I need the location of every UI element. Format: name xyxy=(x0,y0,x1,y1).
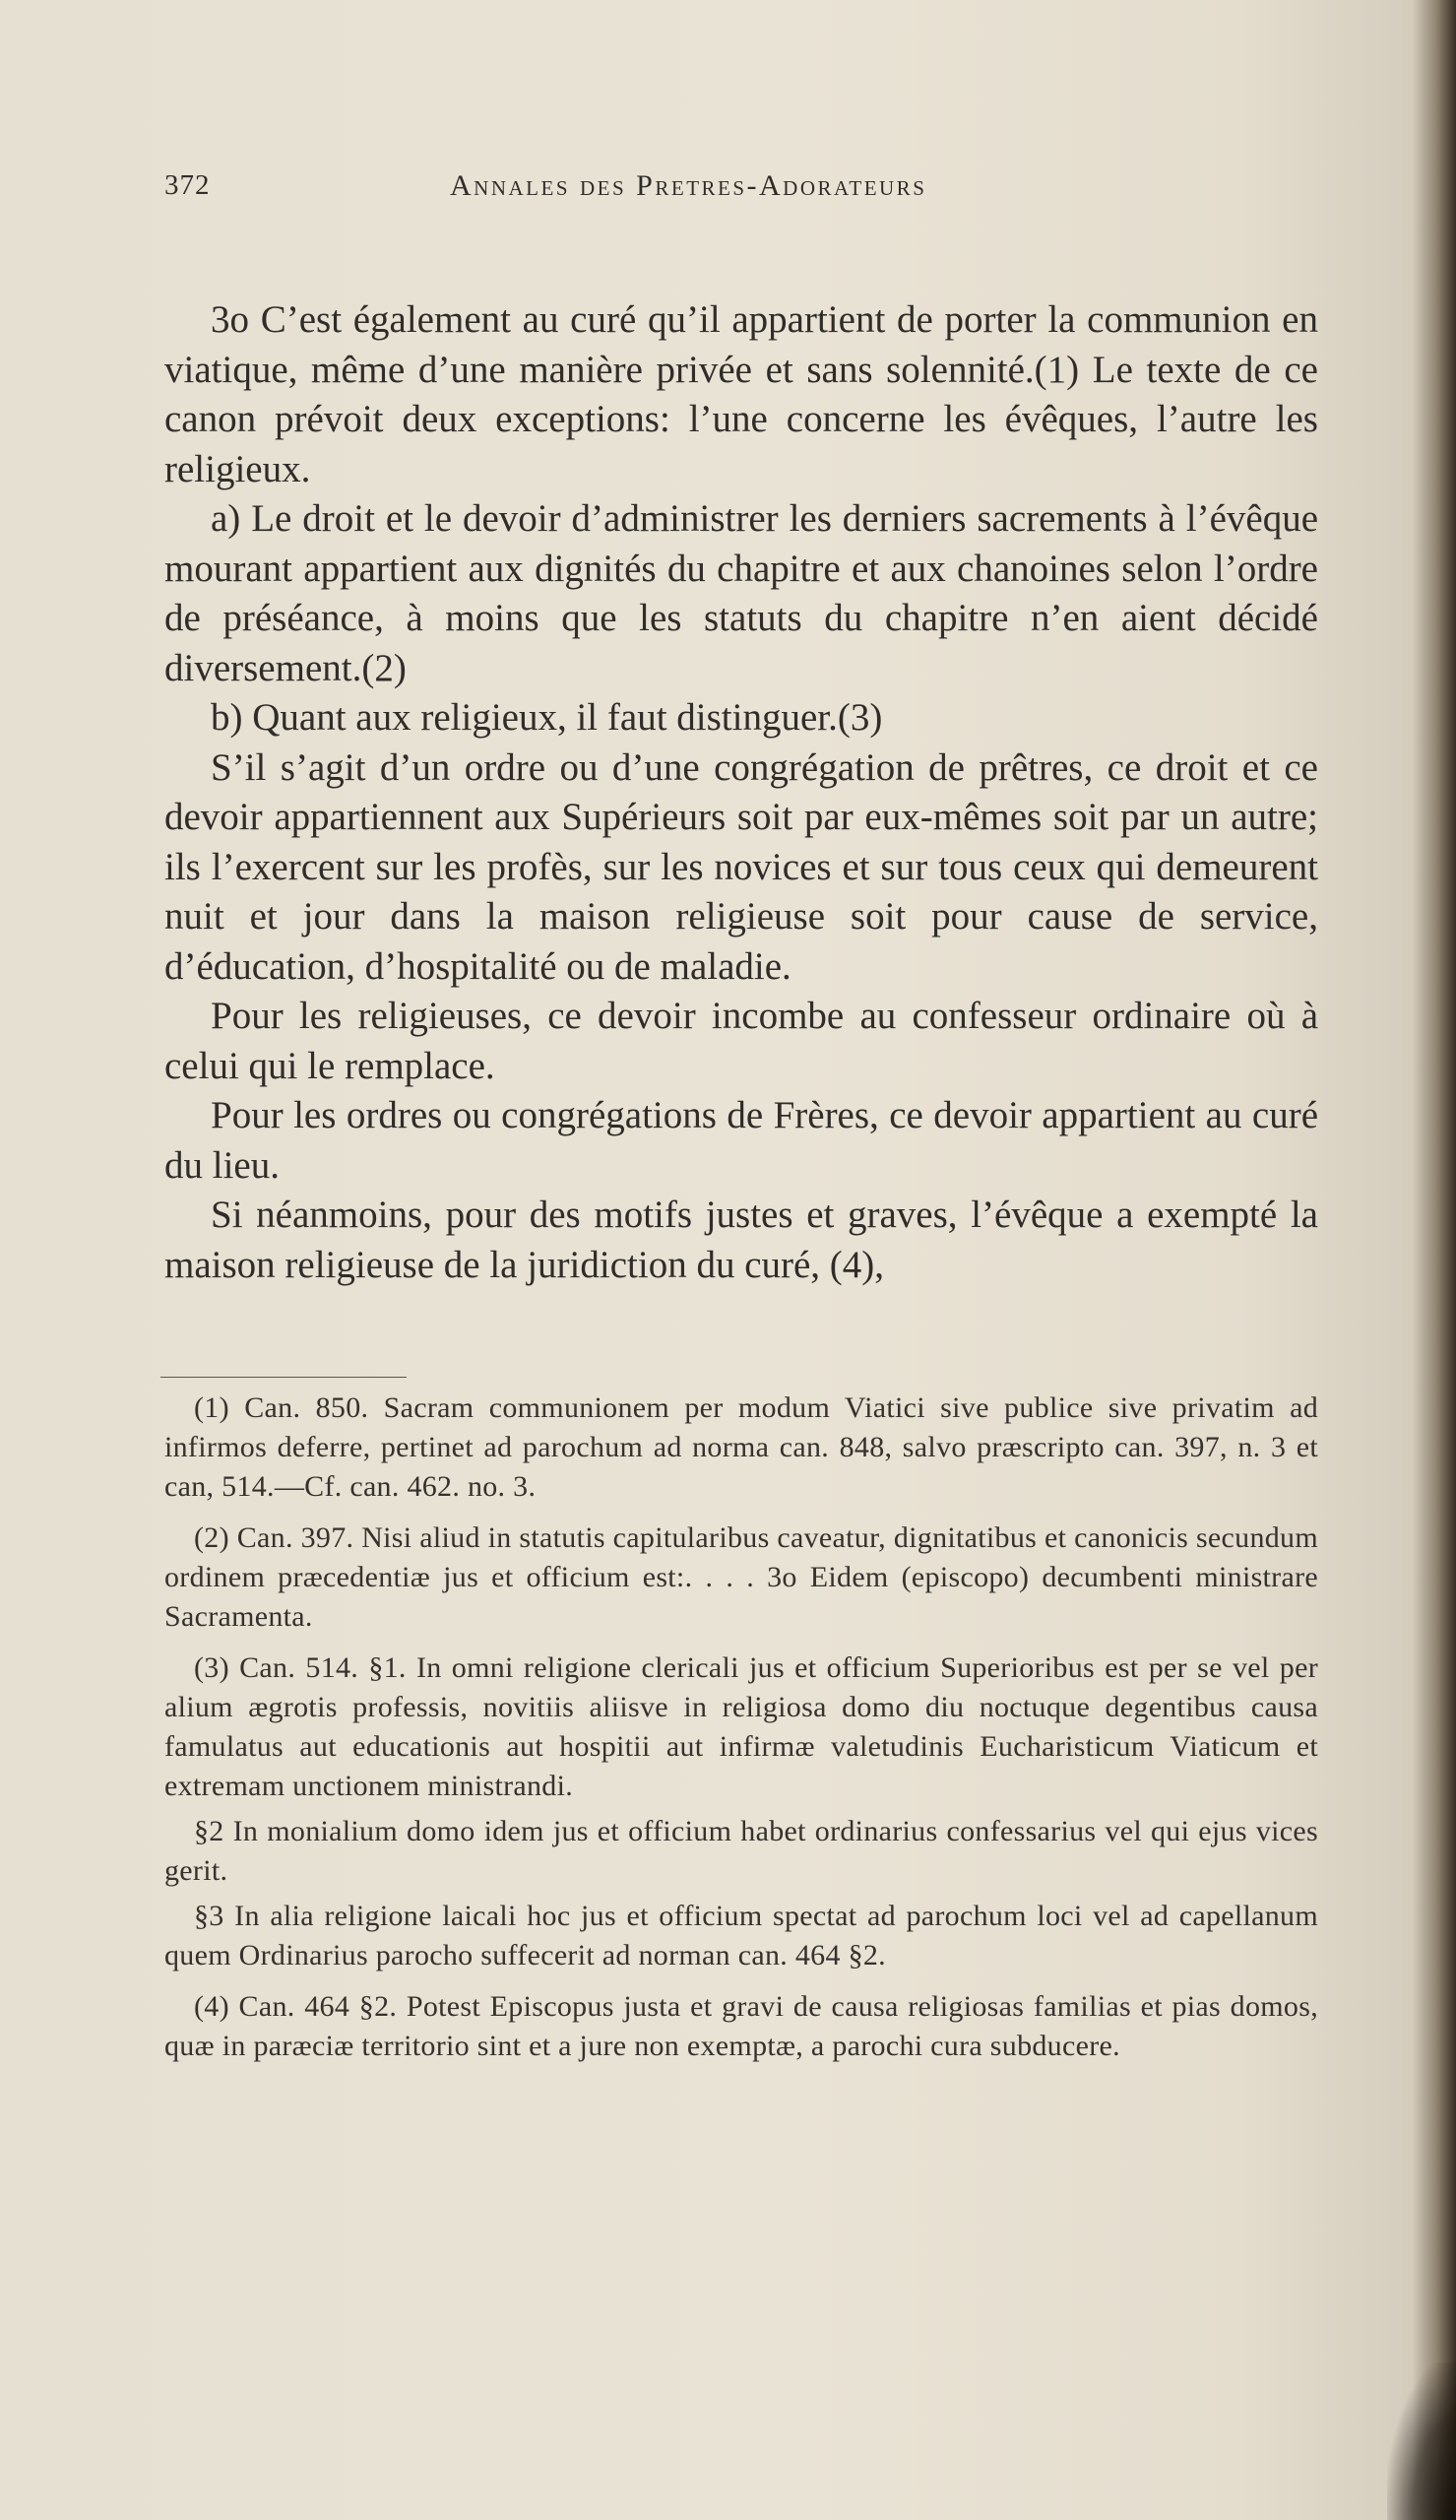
footnote-3: (3) Can. 514. §1. In omni religione clericali jus et officium Superioribus est per se vel per alium ægrotis professis, novitiis aliisve in religiosa domo diu noctuque degentibus causa famulatus aut educationis aut hospitii aut infirmæ valetudinis Eucharisticum Viaticum et extremam unctionem ministrandi. xyxy=(164,1651,1318,1802)
paragraph-exception-religieux: b) Quant aux religieux, il faut distinguer.(3) xyxy=(211,696,883,739)
footnote-4: (4) Can. 464 §2. Potest Episcopus justa et gravi de causa religiosas familias et pias domos, quæ in paræciæ territorio sint et a jure non exemptæ, a parochi cura subducere. xyxy=(164,1990,1318,2062)
footnote-1: (1) Can. 850. Sacram communionem per modum Viatici sive publice sive privatim ad infirmos deferre, pertinet ad parochum ad norma can. 848, salvo præscripto can. 397, n. 3 et can, 514.—Cf. can. 462. no. 3. xyxy=(164,1391,1318,1503)
paragraph-curé-viatique: 3o C’est également au curé qu’il appartient de porter la communion en viatique, même d’une manière privée et sans solennité.(1) Le texte de ce canon prévoit deux exceptions: l’une concerne les évêques, l’autre les religieux. xyxy=(164,298,1318,490)
page-number: 372 xyxy=(164,169,211,201)
page-edge-shadow xyxy=(1413,0,1456,2520)
footnote-3-section-2: §2 In monialium domo idem jus et officium habet ordinarius confessarius vel qui ejus vices gerit. xyxy=(164,1815,1318,1887)
page-corner-shadow xyxy=(1387,2362,1456,2520)
footnote-3-section-3: §3 In alia religione laicali hoc jus et officium spectat ad parochum loci vel ad capellanum quem Ordinarius parocho suffecerit ad norman can. 464 §2. xyxy=(164,1900,1318,1971)
paragraph-freres: Pour les ordres ou congrégations de Frères, ce devoir appartient au curé du lieu. xyxy=(164,1094,1318,1187)
paragraph-ordre-pretres: S’il s’agit d’un ordre ou d’une congrégation de prêtres, ce droit et ce devoir appartiennent aux Supérieurs soit par eux-mêmes soit par un autre; ils l’exercent sur les profès, sur les novices et sur tous ceux qui demeurent nuit et jour dans la maison religieuse soit pour cause de service, d’éducation, d’hospitalité ou de maladie. xyxy=(164,745,1318,988)
paragraph-exemption: Si néanmoins, pour des motifs justes et graves, l’évêque a exempté la maison religieuse de la juridiction du curé, (4), xyxy=(164,1194,1318,1286)
footnote-divider xyxy=(160,1377,407,1378)
paragraph-religieuses: Pour les religieuses, ce devoir incombe au confesseur ordinaire où à celui qui le remplace. xyxy=(164,995,1318,1087)
footnotes xyxy=(164,1389,1318,2078)
footnote-2: (2) Can. 397. Nisi aliud in statutis capitularibus caveatur, dignitatibus et canonicis secundum ordinem præcedentiæ jus et officium est:. . . . 3o Eidem (episcopo) decumbenti ministrare Sacramenta. xyxy=(164,1521,1318,1633)
running-title: Annales des Pretres-Adorateurs xyxy=(450,169,927,202)
main-text xyxy=(164,295,1318,1290)
page-header xyxy=(164,169,1316,209)
paragraph-exception-eveque: a) Le droit et le devoir d’administrer les derniers sacrements à l’évêque mourant appartient aux dignités du chapitre et aux chanoines selon l’ordre de préséance, à moins que les statuts du chapitre n’en aient décidé diversement.(2) xyxy=(164,497,1318,689)
